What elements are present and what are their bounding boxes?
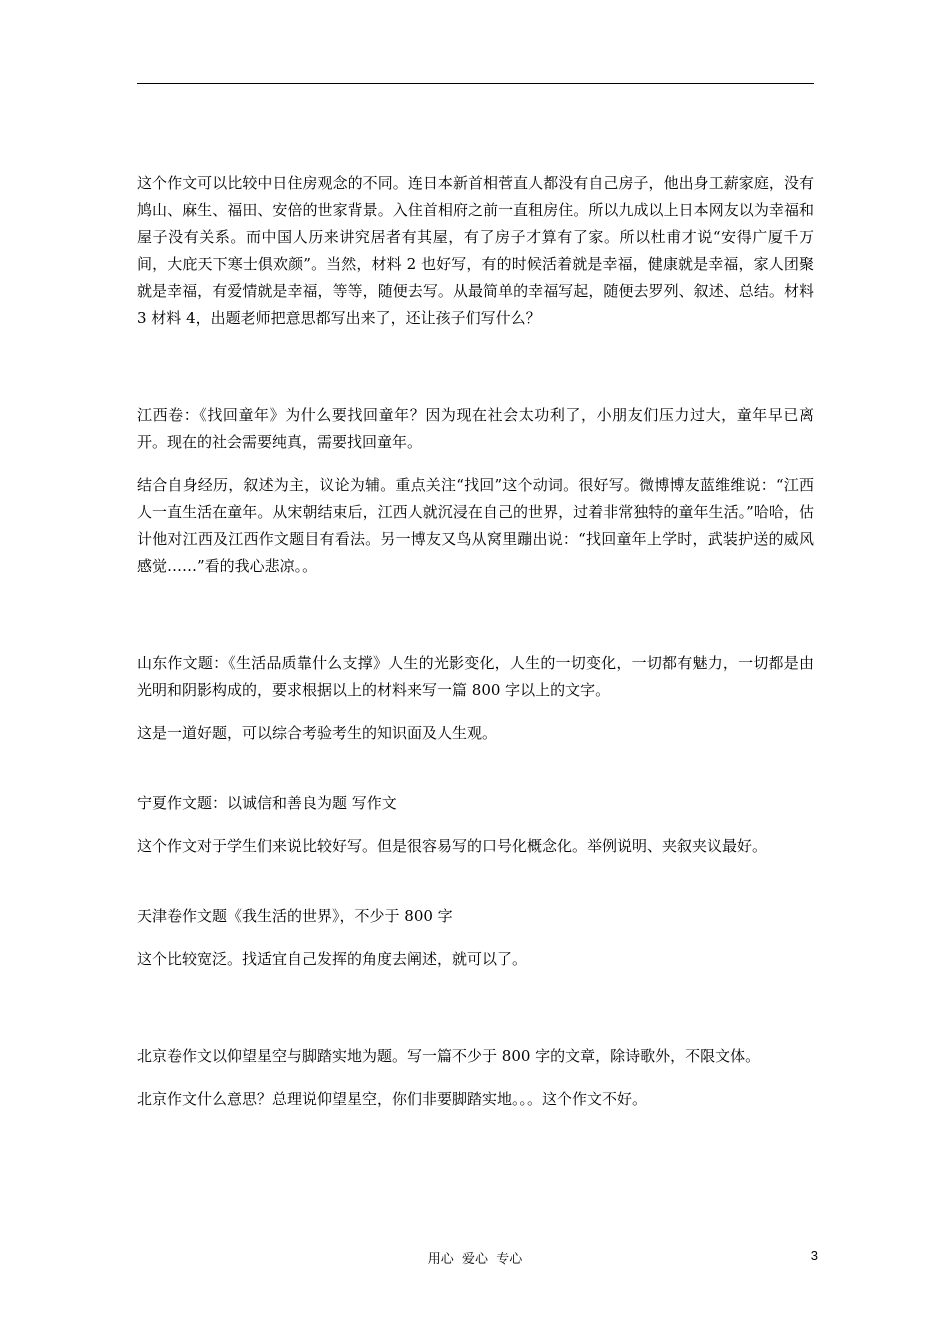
paragraph-tianjin-comment: 这个比较宽泛。找适宜自己发挥的角度去阐述，就可以了。 [137, 950, 528, 968]
footer-motto: 用心 爱心 专心 [427, 1252, 523, 1267]
header-rule [137, 83, 814, 84]
paragraph-beijing-comment: 北京作文什么意思？总理说仰望星空，你们非要脚踏实地。。。这个作文不好。 [137, 1090, 648, 1108]
document-body [137, 170, 814, 1113]
paragraph-tianjin-topic: 天津卷作文题《我生活的世界》，不少于 800 字 [137, 907, 453, 925]
paragraph-japan-housing: 这个作文可以比较中日住房观念的不同。连日本新首相菅直人都没有自己房子，他出身工薪家庭，没有鸠山、麻生、福田、安倍的世家背景。入住首相府之前一直租房住。所以九成以上日本网友以为幸福和屋子没有关系。而中国人历来讲究居者有其屋，有了房子才算有了家。所以杜甫才说“安得广厦千万间，大庇天下寒士俱欢颜”。当然，材料 2 也好写，有的时候活着就是幸福，健康就是幸福，家人团聚就是幸福，有爱情就是幸福，等等，随便去写。从最简单的幸福写起，随便去罗列、叙述、总结。材料 3 材料 4，出题老师把意思都写出来了，还让孩子们写什么？ [137, 174, 814, 327]
paragraph-ningxia-comment: 这个作文对于学生们来说比较好写。但是很容易写的口号化概念化。举例说明、夹叙夹议最好。 [137, 837, 768, 855]
page-number: 3 [810, 1248, 818, 1263]
paragraph-jiangxi-topic: 江西卷：《找回童年》为什么要找回童年？因为现在社会太功利了，小朋友们压力过大，童年早已离开。现在的社会需要纯真，需要找回童年。 [137, 406, 814, 451]
paragraph-shandong-comment: 这是一道好题，可以综合考验考生的知识面及人生观。 [137, 724, 498, 742]
paragraph-jiangxi-comment: 结合自身经历，叙述为主，议论为辅。重点关注“找回”这个动词。很好写。微博博友蓝维维说：“江西人一直生活在童年。从宋朝结束后，江西人就沉浸在自己的世界，过着非常独特的童年生活。”哈哈，估计他对江西及江西作文题目有看法。另一博友又鸟从窝里蹦出说：“找回童年上学时，武装护送的威风感觉……”看的我心悲凉。。 [137, 476, 814, 575]
paragraph-shandong-topic: 山东作文题：《生活品质靠什么支撑》人生的光影变化，人生的一切变化，一切都有魅力，一切都是由光明和阴影构成的，要求根据以上的材料来写一篇 800 字以上的文字。 [137, 654, 814, 699]
paragraph-beijing-topic: 北京卷作文以仰望星空与脚踏实地为题。写一篇不少于 800 字的文章，除诗歌外，不限文体。 [137, 1047, 761, 1065]
paragraph-ningxia-topic: 宁夏作文题：以诚信和善良为题 写作文 [137, 794, 397, 812]
